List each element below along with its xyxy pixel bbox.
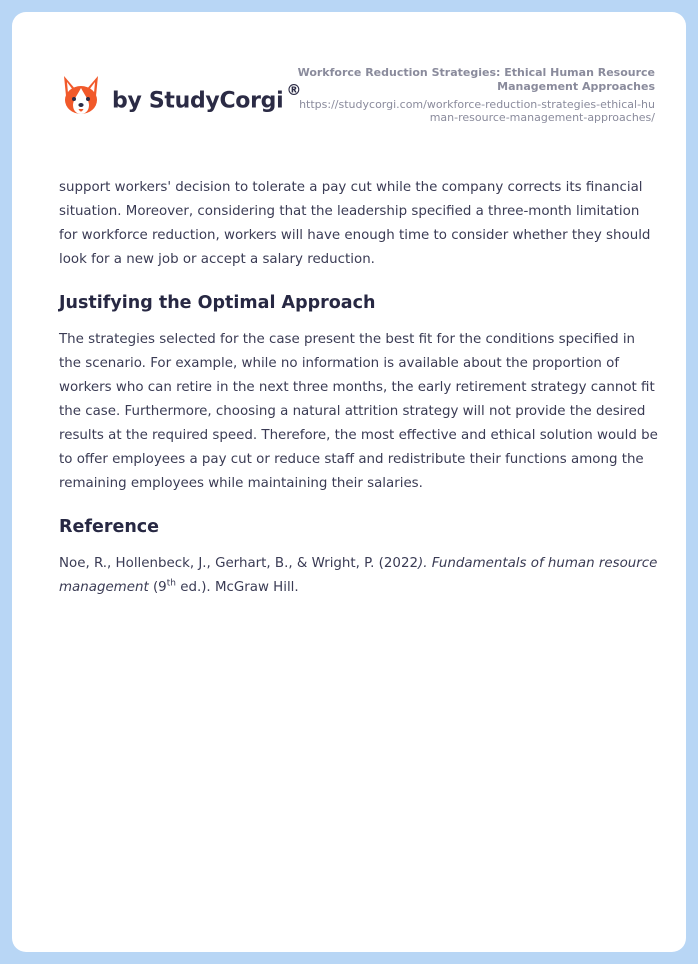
reference-edition-prefix: (9 xyxy=(148,580,167,595)
page xyxy=(12,12,686,952)
reference-edition-suffix: ed.). McGraw Hill. xyxy=(175,580,299,595)
reference-entry xyxy=(59,552,659,600)
header xyxy=(12,12,686,152)
registered-mark: ® xyxy=(286,80,302,99)
studycorgi-logo[interactable] xyxy=(60,74,301,118)
corgi-icon xyxy=(60,74,102,118)
document-url[interactable]: https://studycorgi.com/workforce-reduction-strategies-ethical-human-resource-management-approaches/ xyxy=(299,98,655,124)
intro-paragraph: support workers' decision to tolerate a pay cut while the company corrects its financial situation. Moreover, considering that the leadership specified a three-month limitation for workforce reduction, workers will have enough time to consider whether they should look for a new job or accept a salary reduction. xyxy=(59,180,651,267)
reference-edition-sup: th xyxy=(166,578,176,589)
document-title: Workforce Reduction Strategies: Ethical Human Resource Management Approaches xyxy=(297,66,655,93)
section-heading-justifying: Justifying the Optimal Approach xyxy=(59,293,376,313)
document-meta xyxy=(295,66,655,124)
reference-authors: Noe, R., Hollenbeck, J., Gerhart, B., & Wright, P. (2022 xyxy=(59,556,418,571)
reference-heading: Reference xyxy=(59,517,160,537)
section-paragraph-justifying: The strategies selected for the case present the best fit for the conditions specified in the scenario. For example, while no information is available about the proportion of workers who can retire in the next three months, the early retirement strategy cannot fit the case. Furthermore, choosing a natural attrition strategy will not provide the desired results at the required speed. Therefore, the most effective and ethical solution would be to offer employees a pay cut or reduce staff and redistribute their functions among the remaining employees while maintaining their salaries. xyxy=(59,332,658,491)
document-body xyxy=(59,176,659,600)
reference-title: ). Fundamentals of human resource management xyxy=(59,556,658,595)
brand-name: by StudyCorgi ® xyxy=(112,80,302,114)
